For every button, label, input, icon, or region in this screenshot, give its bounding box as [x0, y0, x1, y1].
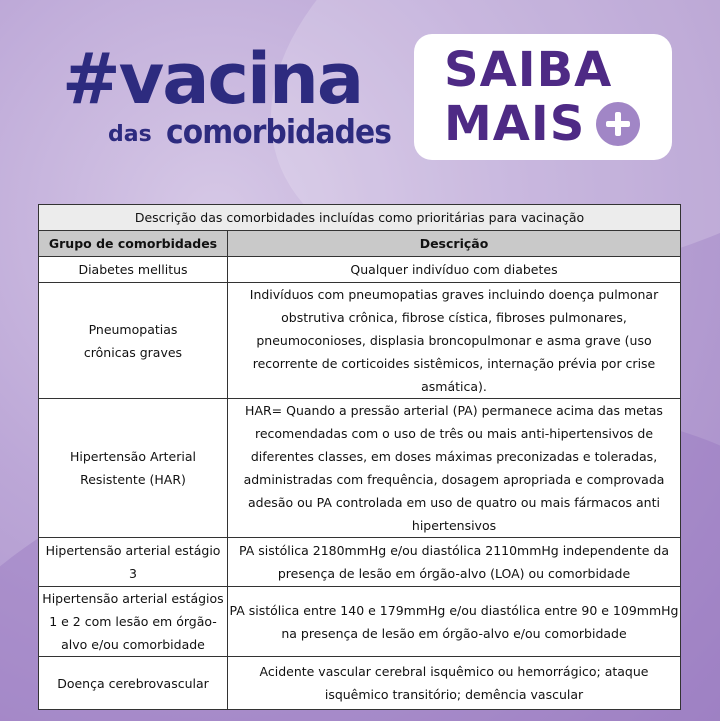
group-cell: Diabetes mellitus — [39, 257, 228, 283]
group-cell: Doença cerebrovascular — [39, 657, 228, 710]
subtitle-main: comorbidades — [166, 112, 392, 151]
table-header-row — [39, 231, 681, 257]
hashtag-title: #vacina — [62, 38, 363, 120]
description-cell: Qualquer indivíduo com diabetes — [228, 257, 681, 283]
column-header-description: Descrição — [228, 231, 681, 257]
table-row — [39, 283, 681, 399]
group-cell: Hipertensão arterial estágio 3 — [39, 538, 228, 587]
table-caption-row — [39, 205, 681, 231]
table-row — [39, 587, 681, 657]
campaign-title — [62, 38, 392, 154]
group-cell: Hipertensão arterial estágios 1 e 2 com lesão em órgão-alvo e/ou comorbidade — [39, 587, 228, 657]
comorbidities-table — [38, 204, 681, 710]
plus-icon — [596, 102, 640, 146]
group-cell: Pneumopatias crônicas graves — [39, 283, 228, 399]
description-cell: PA sistólica 2180mmHg e/ou diastólica 2110mmHg independente da presença de lesão em órgão-alvo (LOA) ou comorbidade — [228, 538, 681, 587]
saiba-text: SAIBA — [444, 42, 613, 98]
table-row — [39, 257, 681, 283]
description-cell: Acidente vascular cerebral isquêmico ou hemorrágico; ataque isquêmico transitório; demência vascular — [228, 657, 681, 710]
group-cell: Hipertensão Arterial Resistente (HAR) — [39, 399, 228, 538]
table-caption: Descrição das comorbidades incluídas como prioritárias para vacinação — [39, 205, 681, 231]
table-row — [39, 538, 681, 587]
description-cell: PA sistólica entre 140 e 179mmHg e/ou diastólica entre 90 e 109mmHg na presença de lesão em órgão-alvo e/ou comorbidade — [228, 587, 681, 657]
column-header-group: Grupo de comorbidades — [39, 231, 228, 257]
description-cell: Indivíduos com pneumopatias graves incluindo doença pulmonar obstrutiva crônica, fibrose cística, fibroses pulmonares, pneumoconioses, displasia broncopulmonar e asma grave (uso recorrente de corticoides sistêmicos, internação prévia por crise asmática). — [228, 283, 681, 399]
subtitle-prefix: das — [108, 122, 152, 147]
saiba-mais-badge — [414, 34, 672, 160]
table-row — [39, 657, 681, 710]
table-row — [39, 399, 681, 538]
mais-text: MAIS — [444, 96, 586, 152]
description-cell: HAR= Quando a pressão arterial (PA) permanece acima das metas recomendadas com o uso de três ou mais anti-hipertensivos de diferentes classes, em doses máximas preconizadas e toleradas, administradas com frequência, dosagem apropriada e comprovada adesão ou PA controlada em uso de quatro ou mais fármacos anti hipertensivos — [228, 399, 681, 538]
